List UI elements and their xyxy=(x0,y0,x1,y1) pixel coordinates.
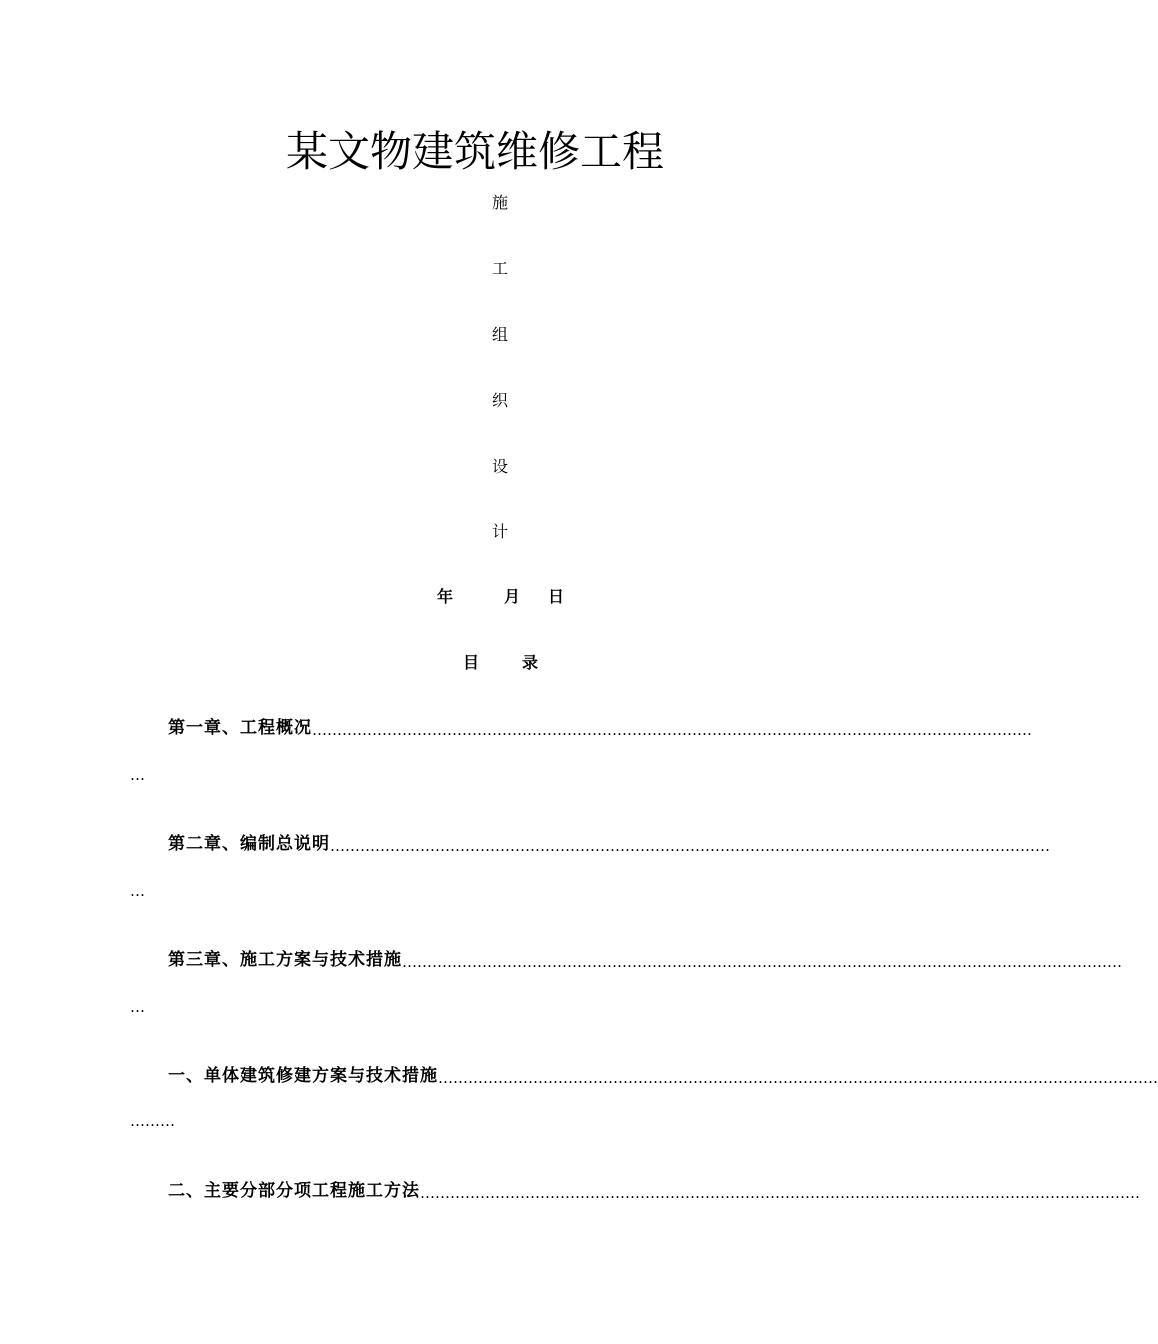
subtitle-char: 计 xyxy=(491,522,508,541)
toc-leader-dots: ……………………………………………………………………………………………………………………………… xyxy=(438,1069,1158,1087)
toc-entry[interactable] xyxy=(168,833,1050,855)
date-day: 日 xyxy=(548,587,565,606)
toc-entry[interactable] xyxy=(168,1065,1158,1087)
subtitle-char: 织 xyxy=(491,391,508,410)
toc-entry-label: 第一章、工程概况 xyxy=(168,718,312,738)
date-year: 年 xyxy=(437,587,454,606)
subtitle-char: 施 xyxy=(491,193,508,212)
toc-entry-label: 第二章、编制总说明 xyxy=(168,834,330,854)
toc-entry[interactable] xyxy=(168,717,1032,739)
toc-continuation: … xyxy=(130,882,145,900)
toc-heading: 录 xyxy=(522,653,539,672)
date-month: 月 xyxy=(504,587,521,606)
toc-entry[interactable] xyxy=(168,949,1122,971)
subtitle-char: 工 xyxy=(491,259,508,278)
document-title: 某文物建筑维修工程 xyxy=(285,127,664,176)
toc-continuation: … xyxy=(130,998,145,1016)
subtitle-char: 组 xyxy=(491,325,508,344)
toc-leader-dots: ……………………………………………………………………………………………………………………………… xyxy=(402,953,1122,971)
toc-entry[interactable] xyxy=(168,1180,1140,1202)
toc-heading: 目 xyxy=(463,653,480,672)
toc-continuation: ……… xyxy=(130,1112,175,1130)
toc-entry-label: 二、主要分部分项工程施工方法 xyxy=(168,1181,420,1201)
toc-leader-dots: ……………………………………………………………………………………………………………………………… xyxy=(420,1184,1140,1202)
toc-entry-label: 第三章、施工方案与技术措施 xyxy=(168,950,402,970)
toc-leader-dots: ……………………………………………………………………………………………………………………………… xyxy=(312,721,1032,739)
toc-leader-dots: ……………………………………………………………………………………………………………………………… xyxy=(330,837,1050,855)
toc-continuation: … xyxy=(130,766,145,784)
toc-entry-label: 一、单体建筑修建方案与技术措施 xyxy=(168,1066,438,1086)
subtitle-char: 设 xyxy=(491,457,508,476)
